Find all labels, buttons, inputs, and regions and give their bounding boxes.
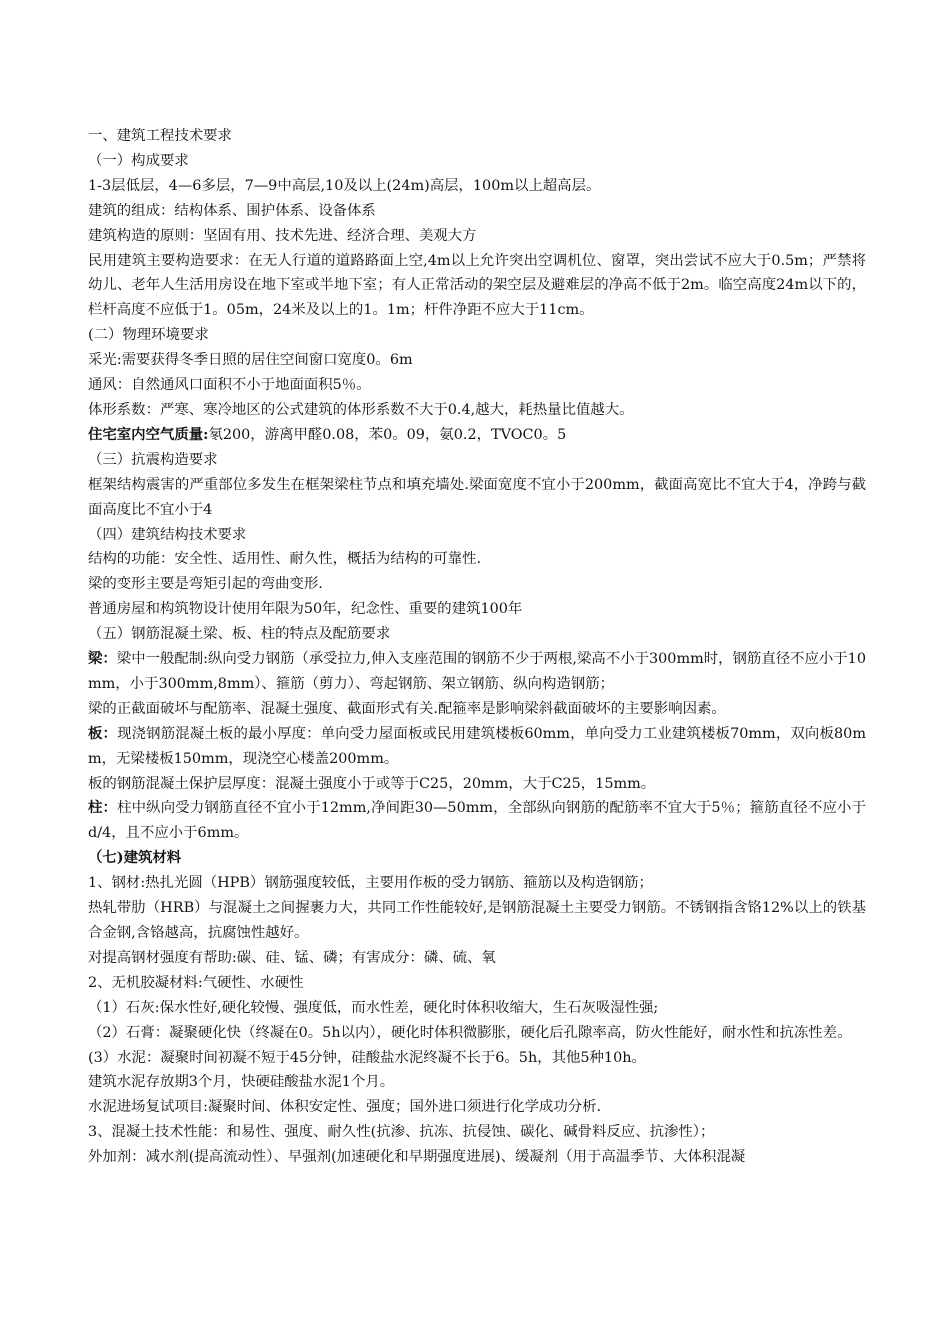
- paragraph: 1-3层低层，4—6多层，7—9中高层,10及以上(24m)高层，100m以上超高层。: [88, 177, 601, 194]
- paragraph: 水泥进场复试项目:凝聚时间、体积安定性、强度；国外进口须进行化学成功分析.: [88, 1099, 602, 1116]
- paragraph: 3、混凝土技术性能：和易性、强度、耐久性(抗渗、抗冻、抗侵蚀、碳化、碱骨料反应、抗渗性）；: [88, 1124, 715, 1141]
- document-body: [88, 124, 866, 1170]
- paragraph: 梁的变形主要是弯矩引起的弯曲变形.: [88, 576, 323, 593]
- paragraph-lead: （七)建筑材料: [88, 849, 182, 867]
- subsection-heading: (二）物理环境要求: [88, 327, 209, 344]
- paragraph: 采光:需要获得冬季日照的居住空间窗口宽度0。6m: [88, 352, 413, 369]
- section-heading: 一、建筑工程技术要求: [88, 128, 232, 144]
- paragraph: 结构的功能：安全性、适用性、耐久性，概括为结构的可靠性.: [88, 551, 482, 568]
- paragraph: 建筑构造的原则：坚固有用、技术先进、经济合理、美观大方: [88, 227, 477, 244]
- subsection-heading: （一）构成要求: [88, 152, 189, 169]
- subsection-heading: （四）建筑结构技术要求: [88, 526, 247, 543]
- paragraph-lead: 柱：: [88, 799, 118, 817]
- paragraph: 对提高钢材强度有帮助:碳、硅、锰、磷；有害成分：磷、硫、氧: [88, 949, 496, 966]
- paragraph: 梁：梁中一般配制:纵向受力钢筋（承受拉力,伸入支座范围的钢筋不少于两根,梁高不小于300mm时，钢筋直径不应小于10mm，小于300mm,8mm）、箍筋（剪力）、弯起钢筋、架立钢筋、纵向构造钢筋；: [88, 650, 866, 692]
- paragraph: 建筑的组成：结构体系、围护体系、设备体系: [88, 202, 376, 219]
- paragraph: 柱：柱中纵向受力钢筋直径不宜小于12mm,净间距30—50mm，全部纵向钢筋的配筋率不宜大于5％；箍筋直径不应小于d/4，且不应小于6mm。: [88, 799, 866, 842]
- paragraph: 建筑水泥存放期3个月，快硬硅酸盐水泥1个月。: [88, 1074, 395, 1091]
- subsection-heading-bold: [88, 846, 866, 871]
- paragraph-lead: 板：: [88, 724, 118, 742]
- paragraph: （1）石灰:保水性好,硬化较慢、强度低，而水性差，硬化时体积收缩大，生石灰吸湿性强;: [88, 999, 659, 1016]
- paragraph: 梁的正截面破坏与配筋率、混凝土强度、截面形式有关.配箍率是影响梁斜截面破坏的主要影响因素。: [88, 700, 726, 717]
- paragraph-lead: 住宅室内空气质量:: [88, 425, 209, 443]
- paragraph: 体形系数：严寒、寒冷地区的公式建筑的体形系数不大于0.4,越大，耗热量比值越大。: [88, 401, 634, 418]
- paragraph: (3）水泥：凝聚时间初凝不短于45分钟，硅酸盐水泥终凝不长于6。5h，其他5种10h。: [88, 1049, 646, 1066]
- paragraph: 框架结构震害的严重部位多发生在框架梁柱节点和填充墙处.梁面宽度不宜小于200mm，截面高宽比不宜大于4，净跨与截面高度比不宜小于4: [88, 476, 866, 518]
- paragraph: 通风：自然通风口面积不小于地面面积5％。: [88, 377, 371, 394]
- paragraph: 外加剂：减水剂(提高流动性）、早强剂(加速硬化和早期强度进展)、缓凝剂（用于高温季节、大体积混凝: [88, 1149, 746, 1166]
- subsection-heading: （五）钢筋混凝土梁、板、柱的特点及配筋要求: [88, 626, 391, 643]
- paragraph: 热轧带肋（HRB）与混凝土之间握裹力大，共同工作性能较好,是钢筋混凝土主要受力钢筋。不锈钢指含铬12%以上的铁基合金钢,含铬越高，抗腐蚀性越好。: [88, 900, 866, 941]
- subsection-heading: （三）抗震构造要求: [88, 451, 218, 468]
- paragraph: 板的钢筋混凝土保护层厚度：混凝土强度小于或等于C25，20mm，大于C25，15mm。: [88, 775, 656, 792]
- paragraph: 2、无机胶凝材料:气硬性、水硬性: [88, 974, 304, 991]
- paragraph: 板：现浇钢筋混凝土板的最小厚度：单向受力屋面板或民用建筑楼板60mm，单向受力工业建筑楼板70mm，双向板80mm，无梁楼板150mm，现浇空心楼盖200mm。: [88, 724, 866, 767]
- paragraph: 普通房屋和构筑物设计使用年限为50年，纪念性、重要的建筑100年: [88, 601, 523, 618]
- paragraph: 1、钢材:热扎光圆（HPB）钢筋强度较低，主要用作板的受力钢筋、箍筋以及构造钢筋；: [88, 875, 653, 892]
- paragraph: 住宅室内空气质量:氡200，游离甲醛0.08，苯0。09，氨0.2，TVOC0。5: [88, 425, 567, 443]
- paragraph: （2）石膏：凝聚硬化快（终凝在0。5h以内），硬化时体积微膨胀，硬化后孔隙率高，防火性能好，耐水性和抗冻性差。: [88, 1024, 852, 1041]
- paragraph-lead: 梁：: [88, 650, 117, 668]
- paragraph: 民用建筑主要构造要求：在无人行道的道路路面上空,4m以上允许突出空调机位、窗罩，突出尝试不应大于0.5m；严禁将幼儿、老年人生活用房设在地下室或半地下室；有人正常活动的架空层及避难层的净高不低于2m。临空高度24m以下的，栏杆高度不应低于1。05m，24米及以上的1。1m；杆件净距不应大于11cm。: [88, 252, 866, 319]
